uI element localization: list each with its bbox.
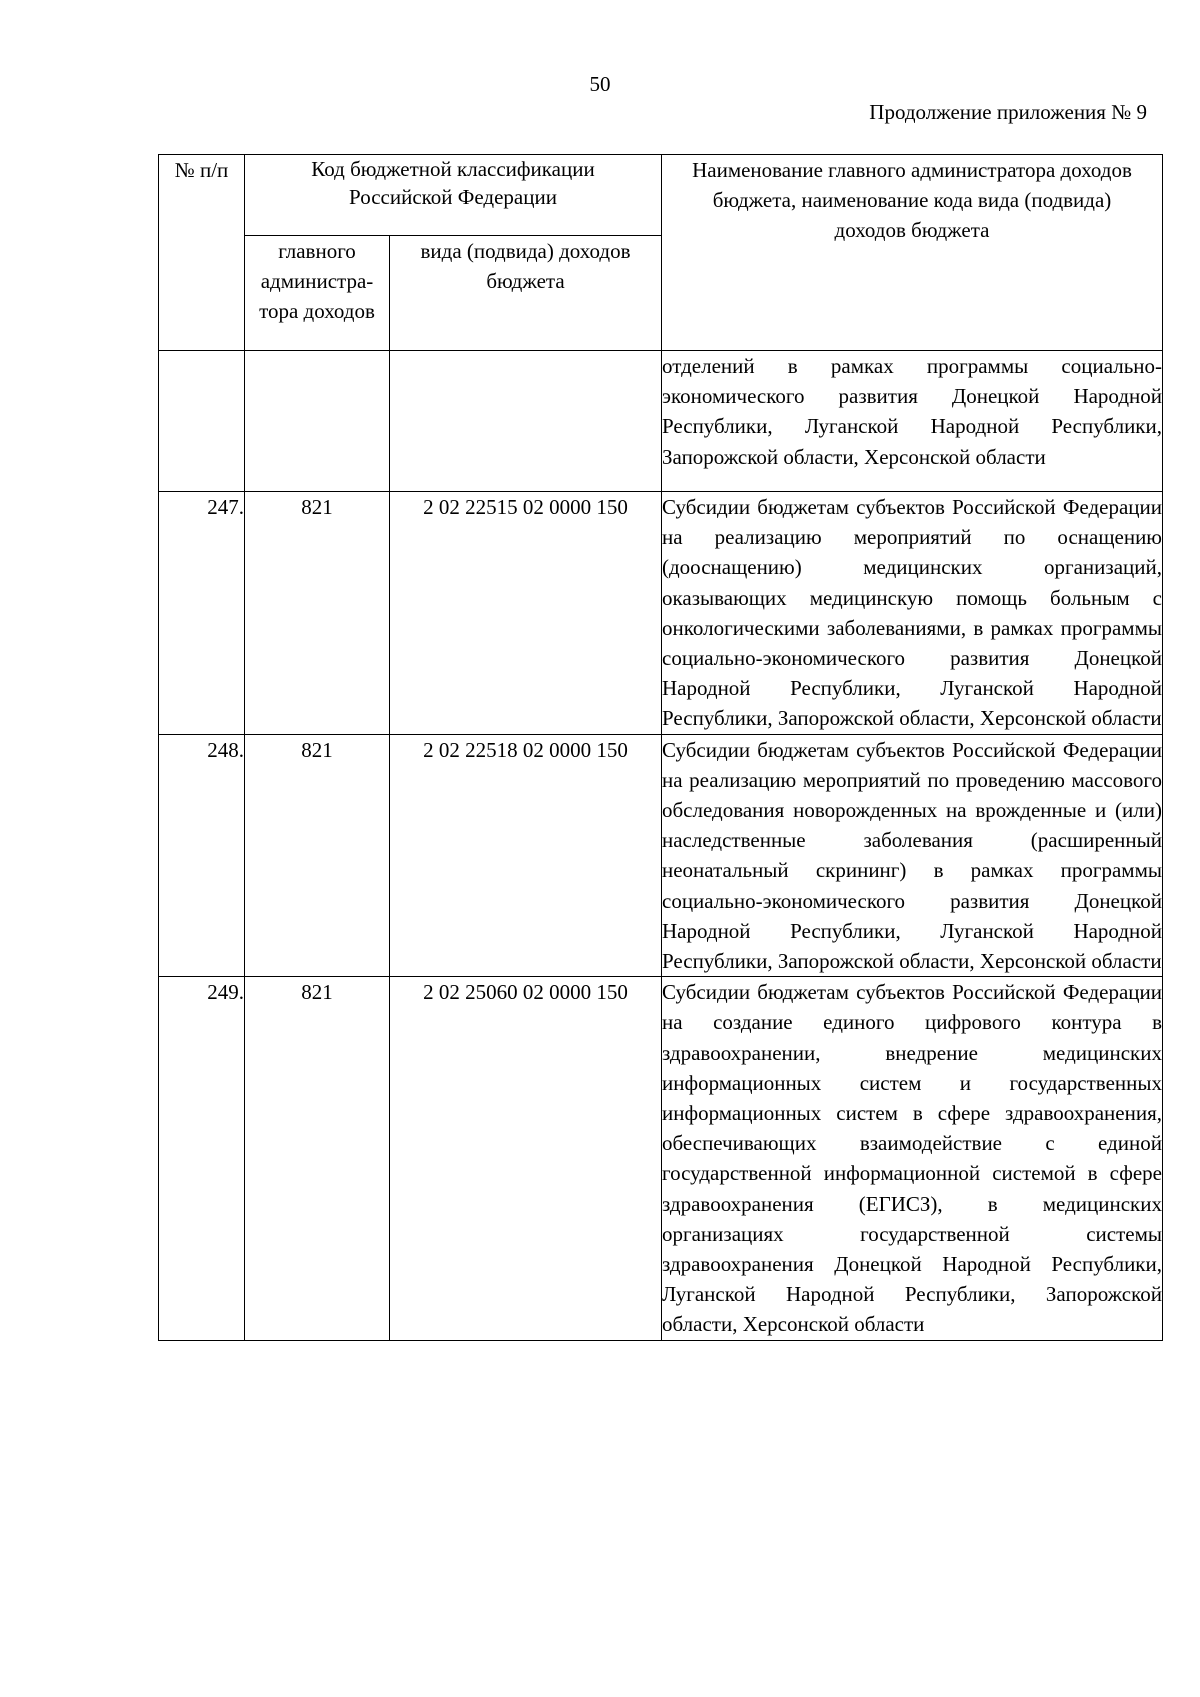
- cell-row-number: [159, 351, 245, 492]
- cell-income-code: 2 02 22515 02 0000 150: [390, 492, 662, 735]
- header-row-number: № п/п: [159, 155, 245, 351]
- cell-income-name: Субсидии бюджетам субъектов Российской Федерации на реализацию мероприятий по оснащению (дооснащению) медицинских организаций, оказывающих медицинскую помощь больным с онкологическими заболеваниями, в рамках программы социально-экономического развития Донецкой Народной Республики, Луганской Народной Республики, Запорожской области, Херсонской области: [662, 492, 1163, 735]
- cell-administrator-code: 821: [245, 734, 390, 977]
- cell-income-code: 2 02 22518 02 0000 150: [390, 734, 662, 977]
- cell-administrator-code: [245, 351, 390, 492]
- cell-row-number: 248.: [159, 734, 245, 977]
- header-budget-code-group: [245, 155, 662, 236]
- header-main-administrator: [245, 236, 390, 351]
- table-header-row: [159, 155, 1163, 236]
- cell-income-code: 2 02 25060 02 0000 150: [390, 977, 662, 1340]
- appendix-continuation-note: Продолжение приложения № 9: [869, 100, 1147, 124]
- cell-income-name: Субсидии бюджетам субъектов Российской Федерации на реализацию мероприятий по проведению массового обследования новорожденных на врожденные и (или) наследственные заболевания (расширенный неонатальный скрининг) в рамках программы социально-экономического развития Донецкой Народной Республики, Луганской Народной Республики, Запорожской области, Херсонской области: [662, 734, 1163, 977]
- header-main-administrator-label: главного администра-тора доходов: [259, 239, 375, 323]
- cell-administrator-code: 821: [245, 492, 390, 735]
- budget-classification-table: [158, 154, 1163, 1341]
- table-row-248: [159, 734, 1163, 977]
- header-administrator-name: [662, 155, 1163, 351]
- cell-administrator-code: 821: [245, 977, 390, 1340]
- table-row-249: [159, 977, 1163, 1340]
- header-income-type-code: [390, 236, 662, 351]
- cell-income-name: Субсидии бюджетам субъектов Российской Федерации на создание единого цифрового контура в здравоохранении, внедрение медицинских информационных систем и государственных информационных систем в сфере здравоохранения, обеспечивающих взаимодействие с единой государственной информационной системой в сфере здравоохранения (ЕГИСЗ), в медицинских организациях государственной системы здравоохранения Донецкой Народной Республики, Луганской Народной Республики, Запорожской области, Херсонской области: [662, 977, 1163, 1340]
- cell-income-name: отделений в рамках программы социально-экономического развития Донецкой Народной Республики, Луганской Народной Республики, Запорожской области, Херсонской области: [662, 351, 1163, 492]
- page-number: 50: [589, 72, 611, 96]
- cell-row-number: 249.: [159, 977, 245, 1340]
- header-budget-code-group-label: Код бюджетной классификации Российской Федерации: [311, 157, 595, 209]
- table-row-continuation: [159, 351, 1163, 492]
- header-administrator-name-label: Наименование главного администратора доходов бюджета, наименование кода вида (подвида) доходов бюджета: [692, 158, 1132, 242]
- cell-income-code: [390, 351, 662, 492]
- table-row-247: [159, 492, 1163, 735]
- header-income-type-code-label: вида (подвида) доходов бюджета: [420, 239, 631, 293]
- cell-row-number: 247.: [159, 492, 245, 735]
